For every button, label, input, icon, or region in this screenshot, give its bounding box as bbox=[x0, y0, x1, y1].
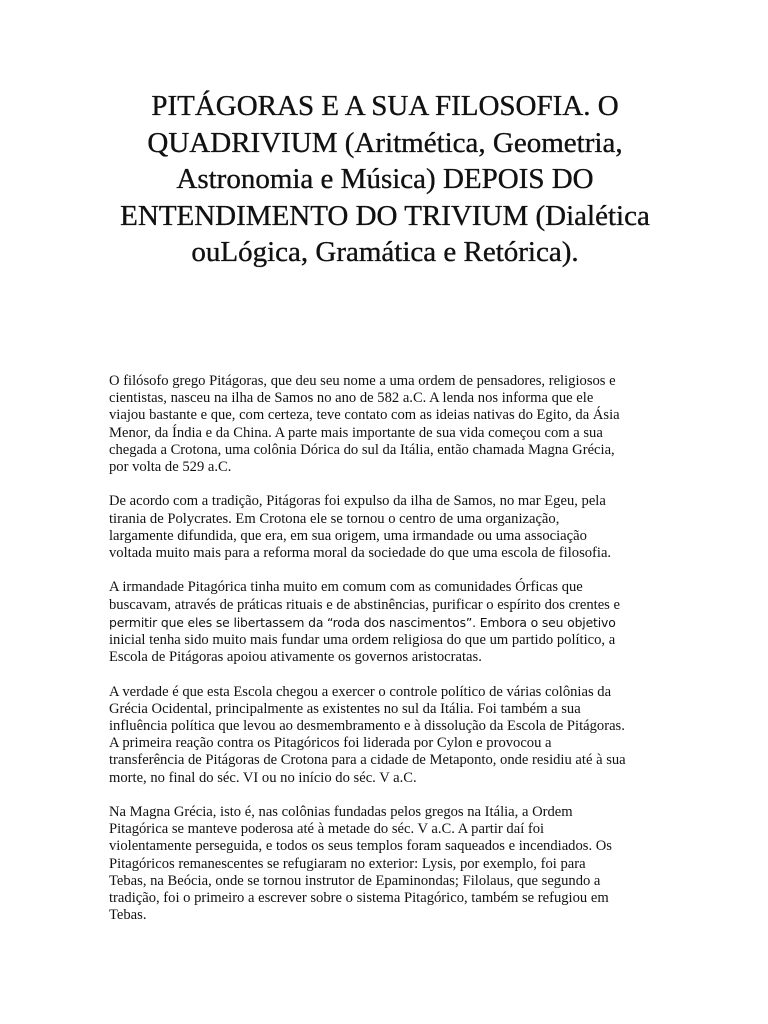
document-title: PITÁGORAS E A SUA FILOSOFIA. O QUADRIVIUM (Aritmética, Geometria, Astronomia e Música) DEPOIS DO ENTENDIMENTO DO TRIVIUM (Dialética ouLógica, Gramática e Retórica). bbox=[120, 90, 650, 268]
document-body bbox=[109, 373, 669, 942]
paragraph-3 bbox=[109, 579, 669, 666]
paragraph-5: Na Magna Grécia, isto é, nas colônias fundadas pelos gregos na Itália, a Ordem Pitagórica se manteve poderosa até à metade do séc. V a.C. A partir daí foi violentamente perseguida, e todos os seus templos foram saqueados e incendiados. Os Pitagóricos remanescentes se refugiaram no exterior: Lysis, por exemplo, foi para Tebas, na Beócia, onde se tornou instrutor de Epaminondas; Filolaus, que segundo a tradição, foi o primeiro a escrever sobre o sistema Pitagórico, também se refugiou em Tebas. bbox=[109, 804, 612, 924]
paragraph-3-text-a: A irmandade Pitagórica tinha muito em comum com as comunidades Órficas que buscavam, através de práticas rituais e de abstinências, purificar o espírito dos crentes e bbox=[109, 579, 620, 613]
paragraph-4: A verdade é que esta Escola chegou a exercer o controle político de várias colônias da Grécia Ocidental, principalmente as existentes no sul da Itália. Foi também a sua influência política que levou ao desmembramento e à dissolução da Escola de Pitágoras. A primeira reação contra os Pitagóricos foi liderada por Cylon e provocou a transferência de Pitágoras de Crotona para a cidade de Metaponto, onde residiu até à sua morte, no final do séc. VI ou no início do séc. V a.C. bbox=[109, 683, 626, 786]
paragraph-3-text-c: inicial tenha sido muito mais fundar uma ordem religiosa do que um partido político, a Escola de Pitágoras apoiou ativamente os governos aristocratas. bbox=[109, 632, 616, 666]
paragraph-3-text-b: permitir que eles se libertassem da “roda dos nascimentos”. Embora o seu objetivo bbox=[109, 614, 616, 630]
paragraph-2: De acordo com a tradição, Pitágoras foi expulso da ilha de Samos, no mar Egeu, pela tirania de Polycrates. Em Crotona ele se tornou o centro de uma organização, largamente difundida, que era, em sua origem, uma irmandade ou uma associação voltada muito mais para a reforma moral da sociedade do que uma escola de filosofia. bbox=[109, 493, 612, 562]
paragraph-1: O filósofo grego Pitágoras, que deu seu nome a uma ordem de pensadores, religiosos e cientistas, nasceu na ilha de Samos no ano de 582 a.C. A lenda nos informa que ele viajou bastante e que, com certeza, teve contato com as ideias nativas do Egito, da Ásia Menor, da Índia e da China. A parte mais importante de sua vida começou com a sua chegada a Crotona, uma colônia Dórica do sul da Itália, então chamada Magna Grécia, por volta de 529 a.C. bbox=[109, 373, 620, 476]
